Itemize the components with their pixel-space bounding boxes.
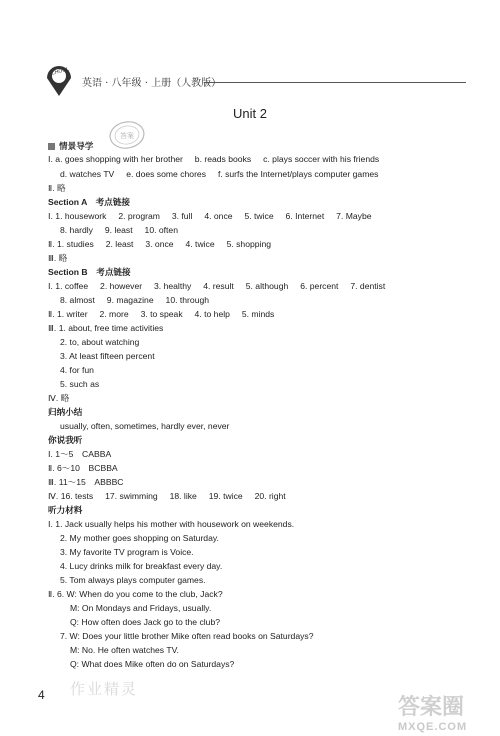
transcript-line: Q: What does Mike often do on Saturdays?	[70, 659, 235, 669]
answer-line: Ⅱ. 6～10 BCBBA	[48, 463, 118, 473]
section-heading-a: Section A 考点链接	[48, 197, 130, 207]
transcript-line: 5. Tom always plays computer games.	[60, 575, 206, 585]
stamp-text: 答案	[120, 132, 134, 140]
answer-line: Ⅱ. 1. writer 2. more 3. to speak 4. to help 5. minds	[48, 309, 275, 319]
answer-line: usually, often, sometimes, hardly ever, never	[60, 421, 230, 431]
section-heading-b: Section B 考点链接	[48, 267, 131, 277]
logo-text: SCHOOL	[47, 66, 70, 78]
answer-line: Ⅲ. 11～15 ABBBC	[48, 477, 124, 487]
answer-line: 2. to, about watching	[60, 337, 140, 347]
transcript-line: 7. W: Does your little brother Mike often read books on Saturdays?	[60, 631, 314, 641]
answer-line: Ⅳ. 16. tests 17. swimming 18. like 19. twice 20. right	[48, 491, 286, 501]
answer-line: Ⅰ. 1. housework 2. program 3. full 4. once 5. twice 6. Internet 7. Maybe	[48, 211, 372, 221]
answer-line: 3. At least fifteen percent	[60, 351, 155, 361]
page-number: 4	[38, 688, 45, 702]
answer-line: 8. hardly 9. least 10. often	[60, 225, 178, 235]
answer-line: Ⅳ. 略	[48, 393, 70, 403]
transcript-line: Q: How often does Jack go to the club?	[70, 617, 221, 627]
watermark-url: MXQE.COM	[398, 721, 468, 733]
section-heading-summary: 归纳小结	[48, 407, 83, 417]
header-rule	[204, 82, 466, 83]
section-heading-transcript: 听力材料	[48, 505, 83, 515]
answer-line: 8. almost 9. magazine 10. through	[60, 295, 210, 305]
transcript-line: M: No. He often watches TV.	[70, 645, 179, 655]
answer-line: Ⅱ. 略	[48, 183, 66, 193]
section-heading-scenario: 情景导学	[48, 140, 93, 152]
answer-line: Ⅰ. a. goes shopping with her brother b. reads books c. plays soccer with his friends	[48, 154, 380, 164]
answer-line: Ⅱ. 1. studies 2. least 3. once 4. twice 5. shopping	[48, 239, 272, 249]
transcript-line: 2. My mother goes shopping on Saturday.	[60, 533, 219, 543]
school-logo-icon	[42, 64, 76, 98]
answer-line: Ⅲ. 略	[48, 253, 68, 263]
running-header	[42, 64, 442, 94]
transcript-line: Ⅰ. 1. Jack usually helps his mother with housework on weekends.	[48, 519, 295, 529]
transcript-line: M: On Mondays and Fridays, usually.	[70, 603, 212, 613]
answer-line: Ⅰ. 1. coffee 2. however 3. healthy 4. result 5. although 6. percent 7. dentist	[48, 281, 386, 291]
answer-line: d. watches TV e. does some chores f. surfs the Internet/plays computer games	[60, 169, 379, 179]
answer-line: Ⅰ. 1～5 CABBA	[48, 449, 112, 459]
section-heading-listening: 你说我听	[48, 435, 83, 445]
transcript-line: 4. Lucy drinks milk for breakfast every day.	[60, 561, 223, 571]
watermark-right	[398, 690, 494, 732]
transcript-line: 3. My favorite TV program is Voice.	[60, 547, 194, 557]
answer-stamp-icon	[107, 118, 147, 152]
answer-line: Ⅲ. 1. about, free time activities	[48, 323, 164, 333]
square-bullet-icon	[48, 143, 55, 150]
watermark-brand: 答案圈	[398, 695, 465, 720]
watermark-left: 作业精灵	[70, 680, 139, 698]
unit-title: Unit 2	[233, 106, 267, 121]
answer-line: 4. for fun	[60, 365, 94, 375]
header-text: 英语 · 八年级 · 上册（人教版）	[82, 78, 222, 89]
transcript-line: Ⅱ. 6. W: When do you come to the club, Jack?	[48, 589, 223, 599]
answer-line: 5. such as	[60, 379, 100, 389]
